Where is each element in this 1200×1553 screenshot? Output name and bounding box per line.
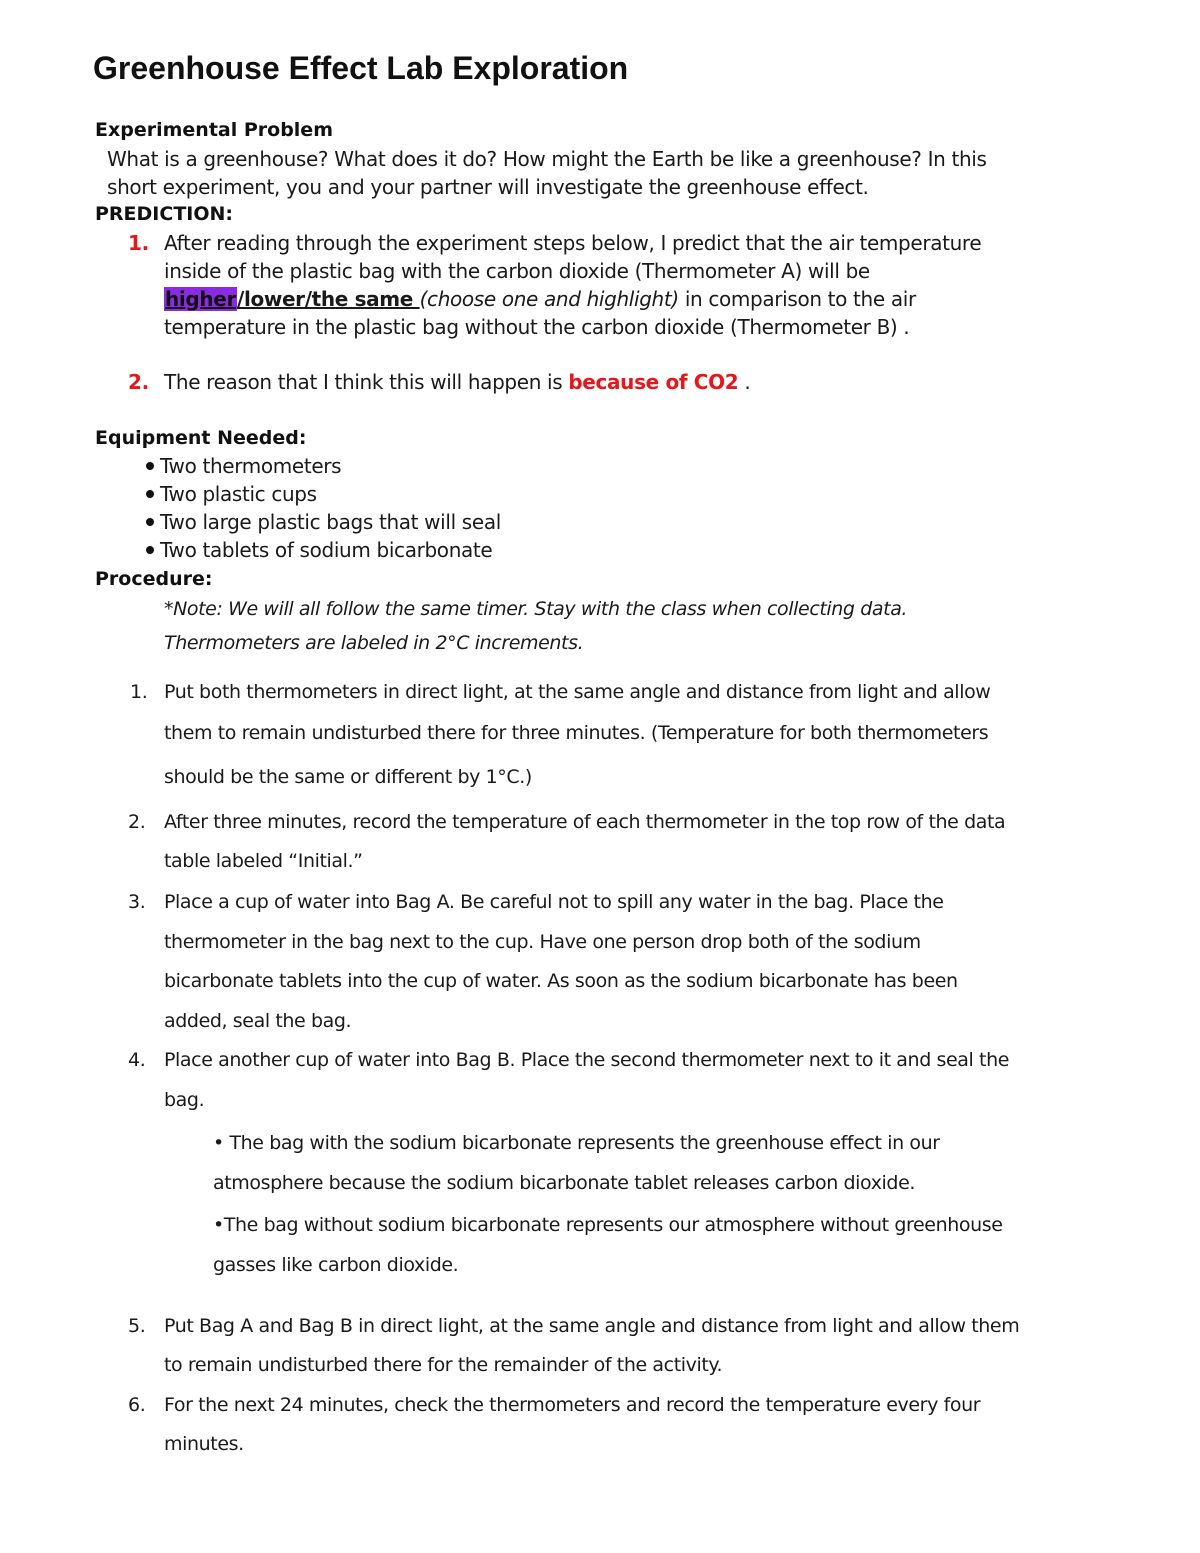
equipment-item: Two tablets of sodium bicarbonate [146,538,492,562]
step-3-line: bicarbonate tablets into the cup of water. As soon as the sodium bicarbonate has been [164,970,958,992]
prediction-1-line-3 [164,287,916,311]
step-2-line: table labeled “Initial.” [164,850,363,872]
problem-line-1: What is a greenhouse? What does it do? How might the Earth be like a greenhouse? In this [107,147,987,171]
step-5-line: Put Bag A and Bag B in direct light, at the same angle and distance from light and allow them [164,1315,1020,1337]
step-number: 1. [130,681,148,703]
equipment-item: Two thermometers [146,454,341,478]
prediction-number-2: 2. [128,370,149,394]
choice-instruction: (choose one and highlight) [419,287,679,311]
step-6-line: minutes. [164,1433,244,1455]
prediction-2-suffix: . [738,370,751,394]
step-number: 4. [128,1049,146,1071]
step-number: 6. [128,1394,146,1416]
step-number: 2. [128,811,146,833]
step-1-line: Put both thermometers in direct light, at the same angle and distance from light and allow [164,681,991,703]
bullet-icon [146,546,154,554]
equipment-item: Two plastic cups [146,482,317,506]
prediction-2-prefix: The reason that I think this will happen is [164,370,569,394]
prediction-1-line-4: temperature in the plastic bag without the carbon dioxide (Thermometer B) . [164,315,910,339]
subpoint-line: •The bag without sodium bicarbonate represents our atmosphere without greenhouse [213,1214,1003,1236]
bullet-icon [146,490,154,498]
procedure-heading: Procedure: [95,568,213,590]
step-number: 3. [128,891,146,913]
step-1-line: should be the same or different by 1°C.) [164,766,532,788]
prediction-2-answer: because of CO2 [568,370,739,394]
step-3-line: Place a cup of water into Bag A. Be careful not to spill any water in the bag. Place the [164,891,944,913]
equipment-heading: Equipment Needed: [95,427,307,449]
bullet-icon [146,518,154,526]
prediction-1-line-1: After reading through the experiment steps below, I predict that the air temperature [164,231,982,255]
step-6-line: For the next 24 minutes, check the thermometers and record the temperature every four [164,1394,981,1416]
subpoint-line: atmosphere because the sodium bicarbonate tablet releases carbon dioxide. [213,1172,916,1194]
step-4-line: Place another cup of water into Bag B. Place the second thermometer next to it and seal the [164,1049,1010,1071]
step-3-line: thermometer in the bag next to the cup. Have one person drop both of the sodium [164,931,921,953]
subpoint-line: gasses like carbon dioxide. [213,1254,459,1276]
prediction-1-line-2: inside of the plastic bag with the carbon dioxide (Thermometer A) will be [164,259,870,283]
other-choices: /lower/the same [236,287,420,311]
procedure-note-line-1: *Note: We will all follow the same timer. Stay with the class when collecting data. [164,598,908,620]
prediction-heading: PREDICTION: [95,203,234,225]
highlighted-choice: higher [165,287,236,311]
step-5-line: to remain undisturbed there for the remainder of the activity. [164,1354,723,1376]
prediction-2-text [164,370,750,394]
subpoint-line: • The bag with the sodium bicarbonate represents the greenhouse effect in our [213,1132,940,1154]
step-number: 5. [128,1315,146,1337]
procedure-note-line-2: Thermometers are labeled in 2°C increments. [164,632,584,654]
prediction-1-line-3-end: in comparison to the air [678,287,916,311]
equipment-item: Two large plastic bags that will seal [146,510,501,534]
step-2-line: After three minutes, record the temperature of each thermometer in the top row of the data [164,811,1006,833]
problem-heading: Experimental Problem [95,119,333,141]
prediction-number-1: 1. [128,231,149,255]
step-1-line: them to remain undisturbed there for three minutes. (Temperature for both thermometers [164,722,989,744]
step-4-line: bag. [164,1089,205,1111]
problem-line-2: short experiment, you and your partner will investigate the greenhouse effect. [107,175,869,199]
bullet-icon [146,462,154,470]
page-title: Greenhouse Effect Lab Exploration [93,50,629,86]
step-3-line: added, seal the bag. [164,1010,352,1032]
